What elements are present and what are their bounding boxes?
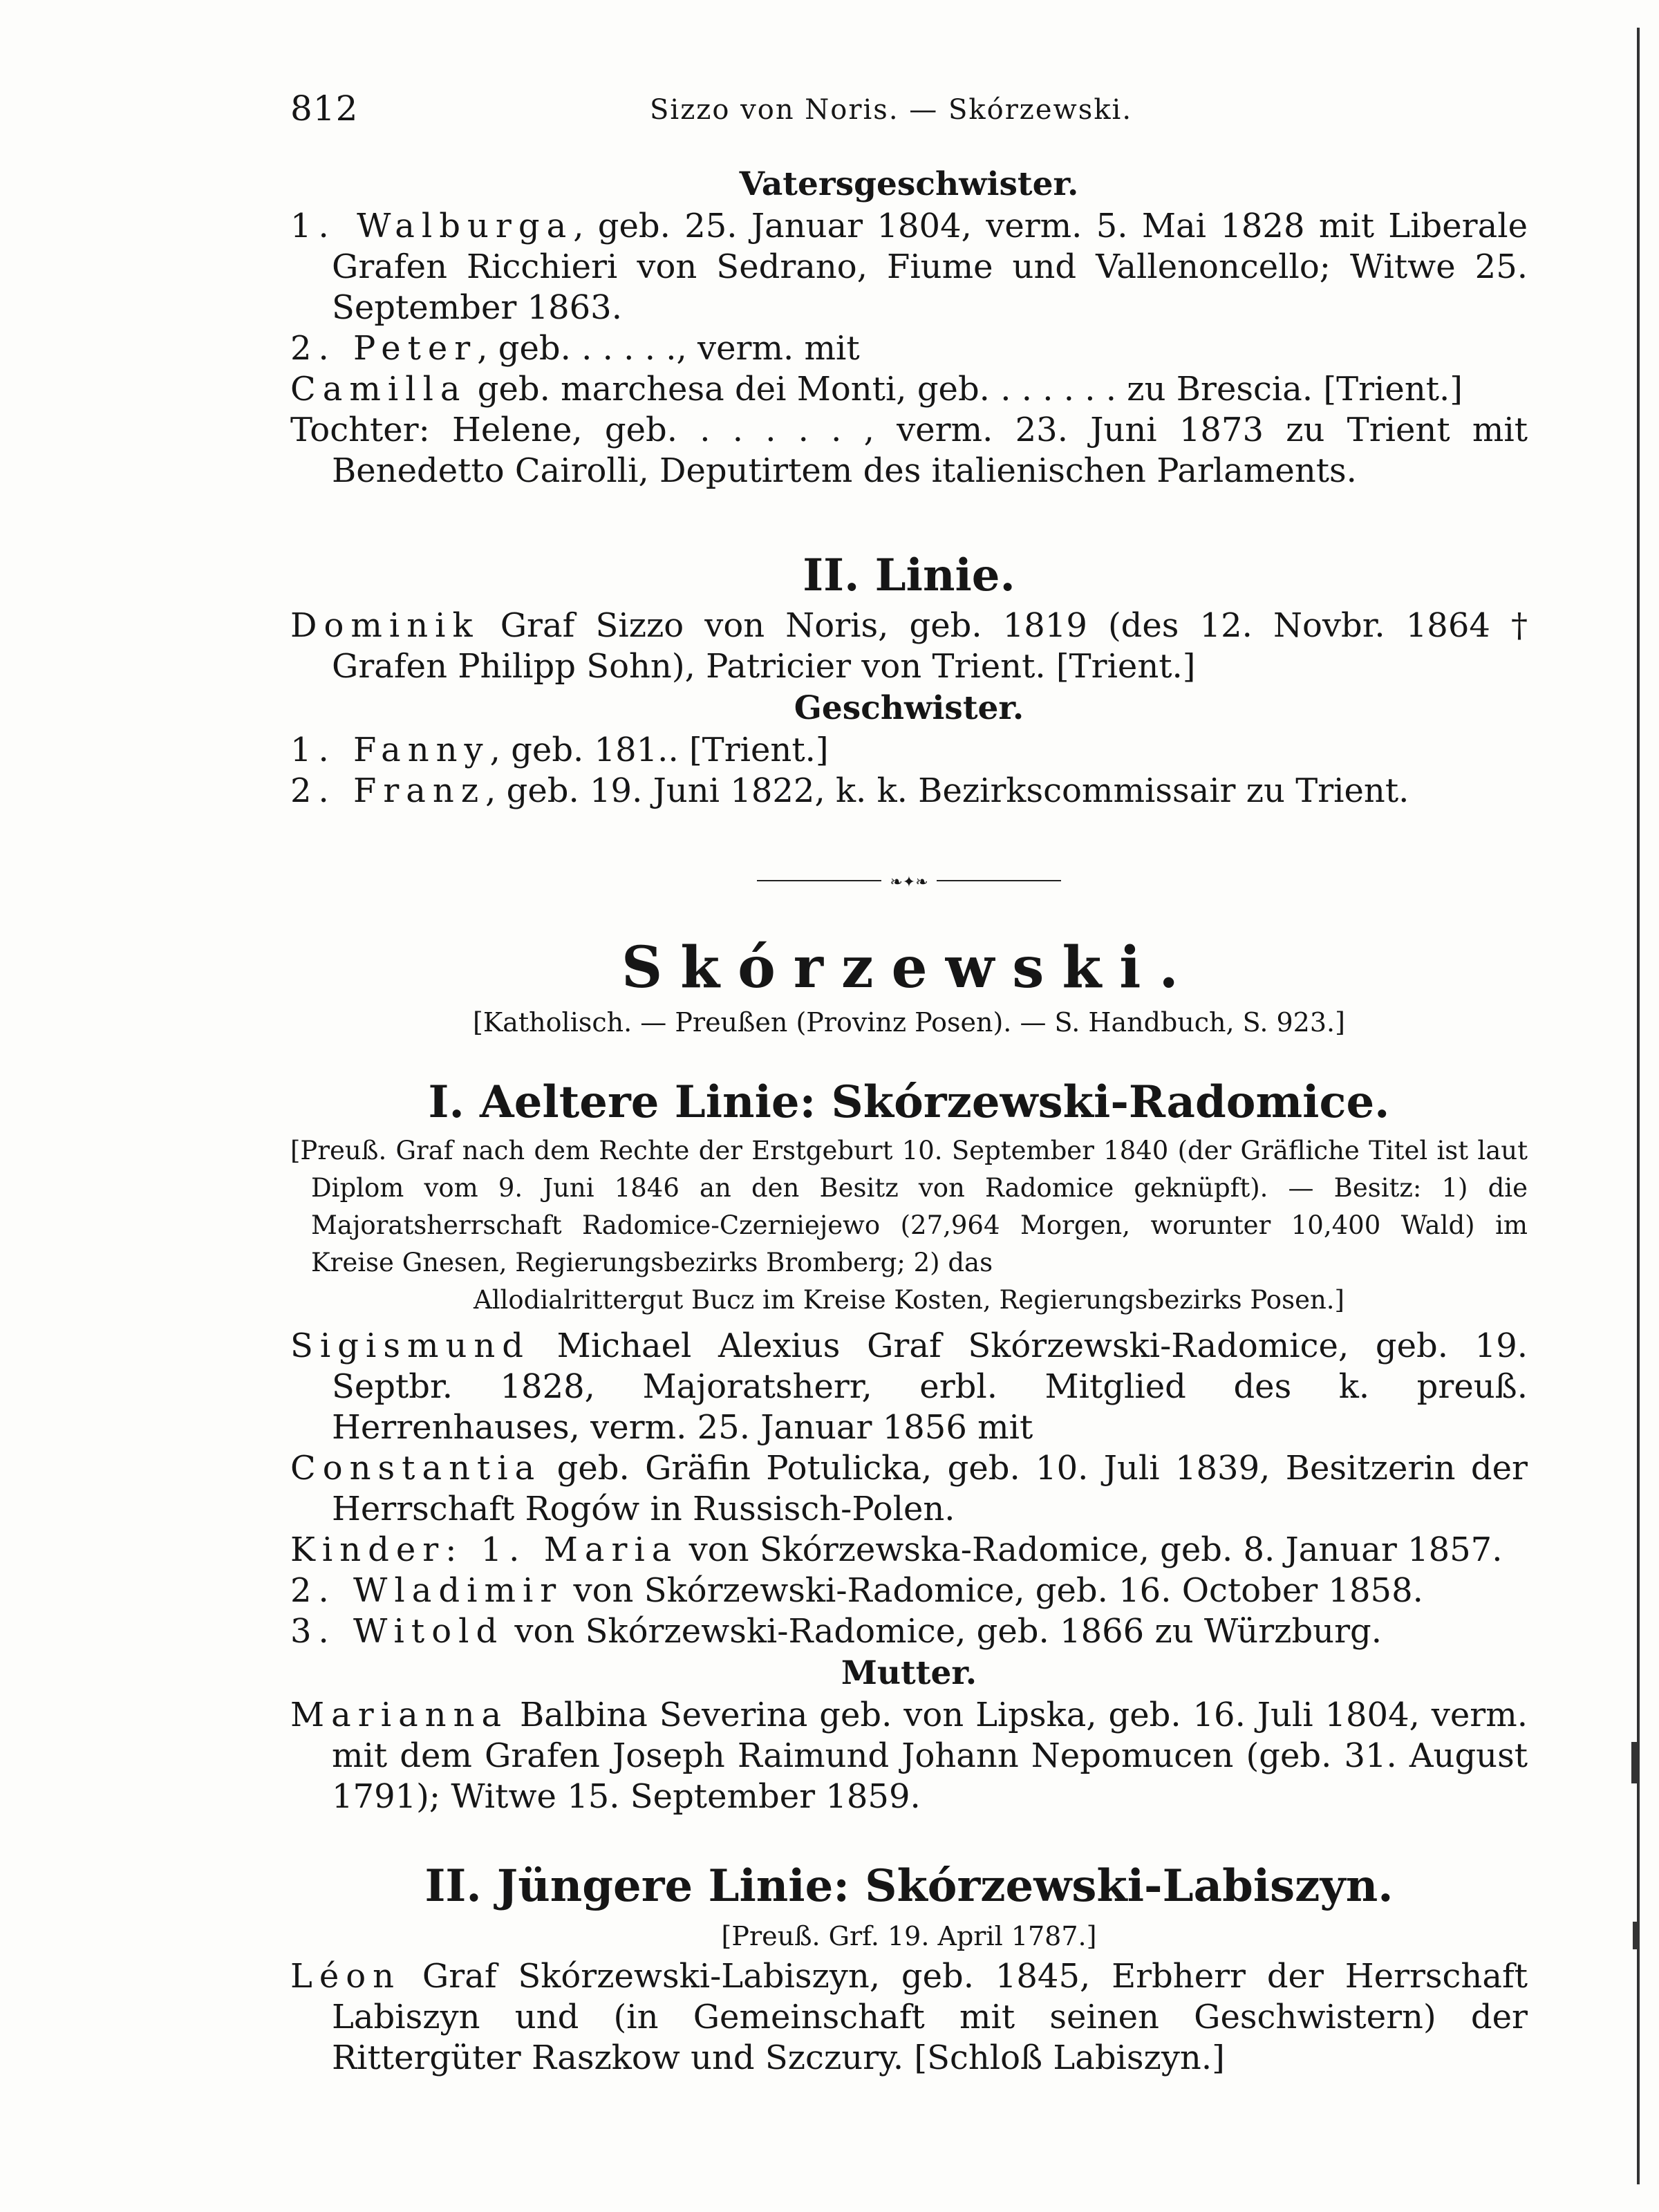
section-second-line: [290, 546, 1528, 812]
running-title: Sizzo von Noris. — Skórzewski.: [650, 94, 1133, 126]
ornamental-divider: ❧✦❧: [757, 872, 1061, 889]
section-juengere-linie: [290, 1857, 1528, 2079]
sub-heading: Geschwister.: [794, 689, 1024, 727]
entry-dominik: Dominik Graf Sizzo von Noris, geb. 1819 (des 12. Novbr. 1864 † Grafen Philipp Sohn), Patricier von Trient. [Trient.]: [290, 606, 1528, 686]
entry-wladimir: 2. Wladimir von Skórzewski-Radomice, geb. 16. October 1858.: [290, 1571, 1423, 1610]
section-vatersgeschwister: [290, 163, 1528, 491]
entry-marianna: Marianna Balbina Severina geb. von Lipska, geb. 16. Juli 1804, verm. mit dem Grafen Joseph Raimund Johann Nepomucen (geb. 31. August 1791); Witwe 15. September 1859.: [290, 1696, 1528, 1816]
page-number: 812: [290, 88, 359, 129]
entry-leon: Léon Graf Skórzewski-Labiszyn, geb. 1845, Erbherr der Herrschaft Labiszyn und (in Gemeinschaft mit seinen Geschwistern) der Rittergüter Raszkow und Szczury. [Schloß Labiszyn.]: [290, 1957, 1528, 2077]
entry-helene: Tochter: Helene, geb. . . . . . , verm. 23. Juni 1873 zu Trient mit Benedetto Cairolli, Deputirtem des italienischen Parlaments.: [290, 411, 1528, 490]
entry-fanny: 1. Fanny, geb. 181.. [Trient.]: [290, 731, 829, 769]
line-note: [Preuß. Graf nach dem Rechte der Erstgeburt 10. September 1840 (der Gräfliche Titel ist laut Diplom vom 9. Juni 1846 an den Besitz von Radomice geknüpft). — Besitz: 1) die Majoratsherrschaft Radomice-Czerniejewo (27,964 Morgen, worunter 10,400 Wald) im Kreise Gnesen, Regierungsbezirks Bromberg; 2) das Allodialrittergut Bucz im Kreise Kosten, Regierungsbezirks Posen.]: [290, 1136, 1528, 1315]
line-note: [Preuß. Grf. 19. April 1787.]: [721, 1921, 1097, 1951]
family-note: [Katholisch. — Preußen (Provinz Posen). — S. Handbuch, S. 923.]: [473, 1007, 1345, 1038]
entry-witold: 3. Witold von Skórzewski-Radomice, geb. 1866 zu Würzburg.: [290, 1612, 1382, 1651]
entry-constantia: Constantia geb. Gräfin Potulicka, geb. 10. Juli 1839, Besitzerin der Herrschaft Rogów in Russisch-Polen.: [290, 1449, 1528, 1528]
section-aeltere-linie: [290, 1073, 1528, 1817]
family-header: [290, 933, 1528, 1042]
ornamental-divider-wrap: [290, 872, 1528, 889]
family-name: Skórzewski.: [621, 935, 1197, 1001]
section-heading: Vatersgeschwister.: [739, 165, 1079, 203]
scan-edge-mark: [1631, 1742, 1638, 1783]
line-heading: I. Aeltere Linie: Skórzewski-Radomice.: [428, 1076, 1390, 1128]
line-heading: II. Linie.: [803, 550, 1015, 601]
entry-franz: 2. Franz, geb. 19. Juni 1822, k. k. Bezirkscommissair zu Trient.: [290, 771, 1409, 810]
entry-peter: 2. Peter, geb. . . . . ., verm. mit: [290, 329, 860, 368]
running-head: [290, 88, 1528, 137]
entry-maria: Kinder: 1. Maria von Skórzewska-Radomice, geb. 8. Januar 1857.: [290, 1530, 1503, 1569]
sub-heading: Mutter.: [841, 1654, 977, 1692]
line-heading: II. Jüngere Linie: Skórzewski-Labiszyn.: [424, 1860, 1394, 1912]
scan-edge-mark: [1633, 1922, 1638, 1949]
entry-sigismund: Sigismund Michael Alexius Graf Skórzewski-Radomice, geb. 19. Septbr. 1828, Majoratsherr, erbl. Mitglied des k. preuß. Herrenhauses, verm. 25. Januar 1856 mit: [290, 1327, 1528, 1447]
entry-walburga: 1. Walburga, geb. 25. Januar 1804, verm. 5. Mai 1828 mit Liberale Grafen Ricchieri von Sedrano, Fiume und Vallenoncello; Witwe 25. September 1863.: [290, 207, 1528, 327]
scan-edge-line: [1637, 28, 1640, 2184]
entry-camilla: Camilla geb. marchesa dei Monti, geb. . . . . . . zu Brescia. [Trient.]: [290, 370, 1463, 409]
